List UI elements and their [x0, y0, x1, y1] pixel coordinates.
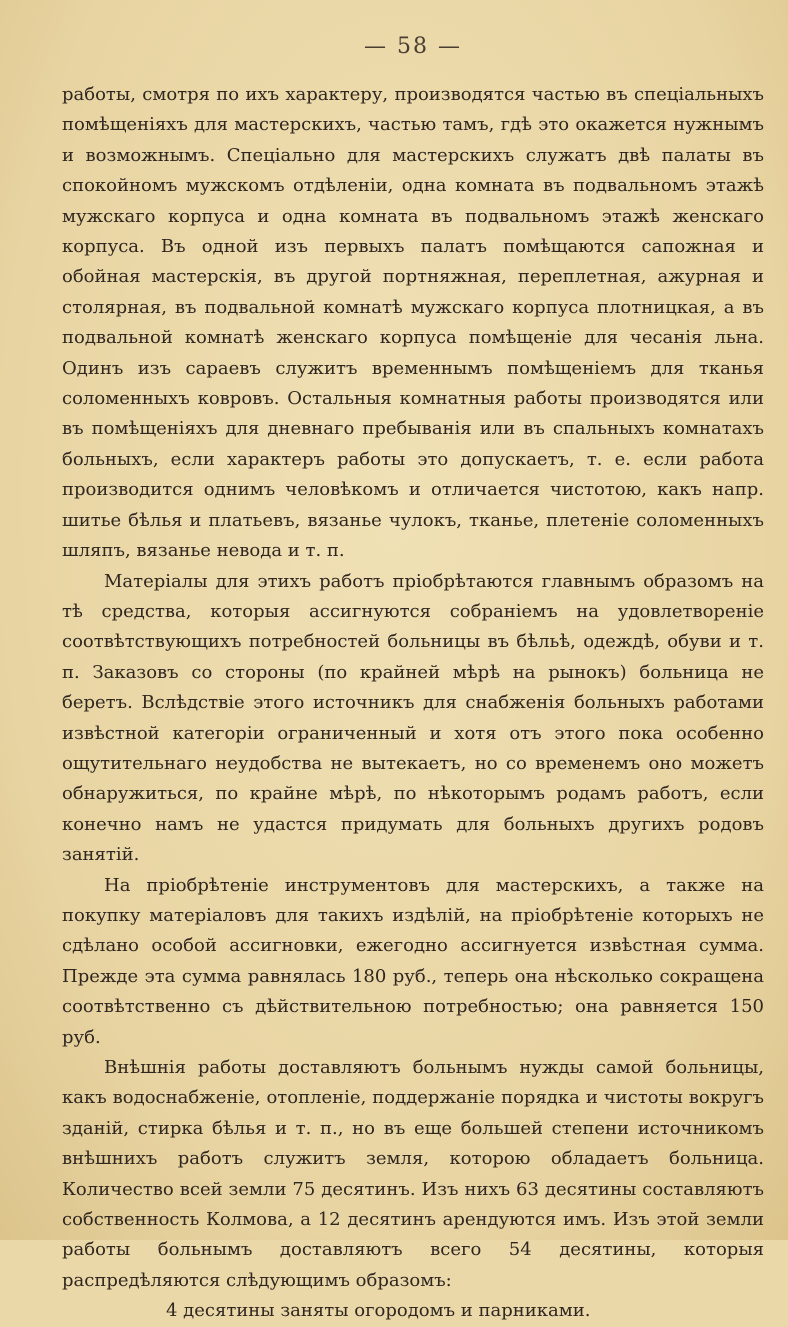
page-number: — 58 — — [364, 34, 462, 59]
paragraph-workshops: работы, смотря по ихъ характеру, производятся частью въ спеціальныхъ помѣщеніяхъ для мастерскихъ, частью тамъ, гдѣ это окажется нужнымъ и возможнымъ. Спеціально для мастерскихъ служатъ двѣ палаты въ спокойномъ мужскомъ отдѣленіи, одна комната въ подвальномъ этажѣ мужскаго корпуса и одна комната въ подвальномъ этажѣ женскаго корпуса. Въ одной изъ первыхъ палатъ помѣщаются сапожная и обойная мастерскія, въ другой портняжная, переплетная, ажурная и столярная, въ подвальной комнатѣ мужскаго корпуса плотницкая, а въ подвальной комнатѣ женскаго корпуса помѣщеніе для чесанія льна. Одинъ изъ сараевъ служитъ временнымъ помѣщеніемъ для тканья соломенныхъ ковровъ. Остальныя комнатныя работы производятся или въ помѣщеніяхъ для дневнаго пребыванія или въ спальныхъ комнатахъ больныхъ, если характеръ работы это допускаетъ, т. е. если работа производится однимъ человѣкомъ и отличается чистотою, какъ напр. шитье бѣлья и платьевъ, вязанье чулокъ, тканье, плетеніе соломенныхъ шляпъ, вязанье невода и т. п. — [62, 84, 764, 562]
land-allocation-line: 4 десятины заняты огородомъ и парниками. — [166, 1300, 591, 1322]
paragraph-tools-budget: На пріобрѣтеніе инструментовъ для мастерскихъ, а также на покупку матеріаловъ для такихъ издѣлій, на пріобрѣтеніе которыхъ не сдѣлано особой ассигновки, ежегодно ассигнуется извѣстная сумма. Прежде эта сумма равнялась 180 руб., теперь она нѣсколько сокращена соотвѣтственно съ дѣйствительною потребностью; она равняется 150 руб. — [62, 874, 764, 1048]
paragraph-outdoor-work: Внѣшнія работы доставляютъ больнымъ нужды самой больницы, какъ водоснабженіе, отопленіе, поддержаніе порядка и чистоты вокругъ зданій, стирка бѣлья и т. п., но въ еще большей степени источникомъ внѣшнихъ работъ служитъ земля, которою обладаетъ больница. Количество всей земли 75 десятинъ. Изъ нихъ 63 десятины составляютъ собственность Колмова, а 12 десятинъ арендуются имъ. Изъ этой земли работы больнымъ доставляютъ всего 54 десятины, которыя распредѣляются слѣдующимъ образомъ: — [62, 1057, 764, 1291]
paragraph-materials: Матеріалы для этихъ работъ пріобрѣтаются главнымъ образомъ на тѣ средства, которыя ассигнуются собраніемъ на удовлетвореніе соотвѣтствующихъ потребностей больницы въ бѣльѣ, одеждѣ, обуви и т. п. Заказовъ со стороны (по крайней мѣрѣ на рынокъ) больница не беретъ. Вслѣдствіе этого источникъ для снабженія больныхъ работами извѣстной категоріи ограниченный и хотя отъ этого пока особенно ощутительнаго неудобства не вытекаетъ, но со временемъ оно можетъ обнаружиться, по крайне мѣрѣ, по нѣкоторымъ родамъ работъ, если конечно намъ не удастся придумать для больныхъ другихъ родовъ занятій. — [62, 570, 764, 866]
body-text — [62, 80, 764, 1327]
